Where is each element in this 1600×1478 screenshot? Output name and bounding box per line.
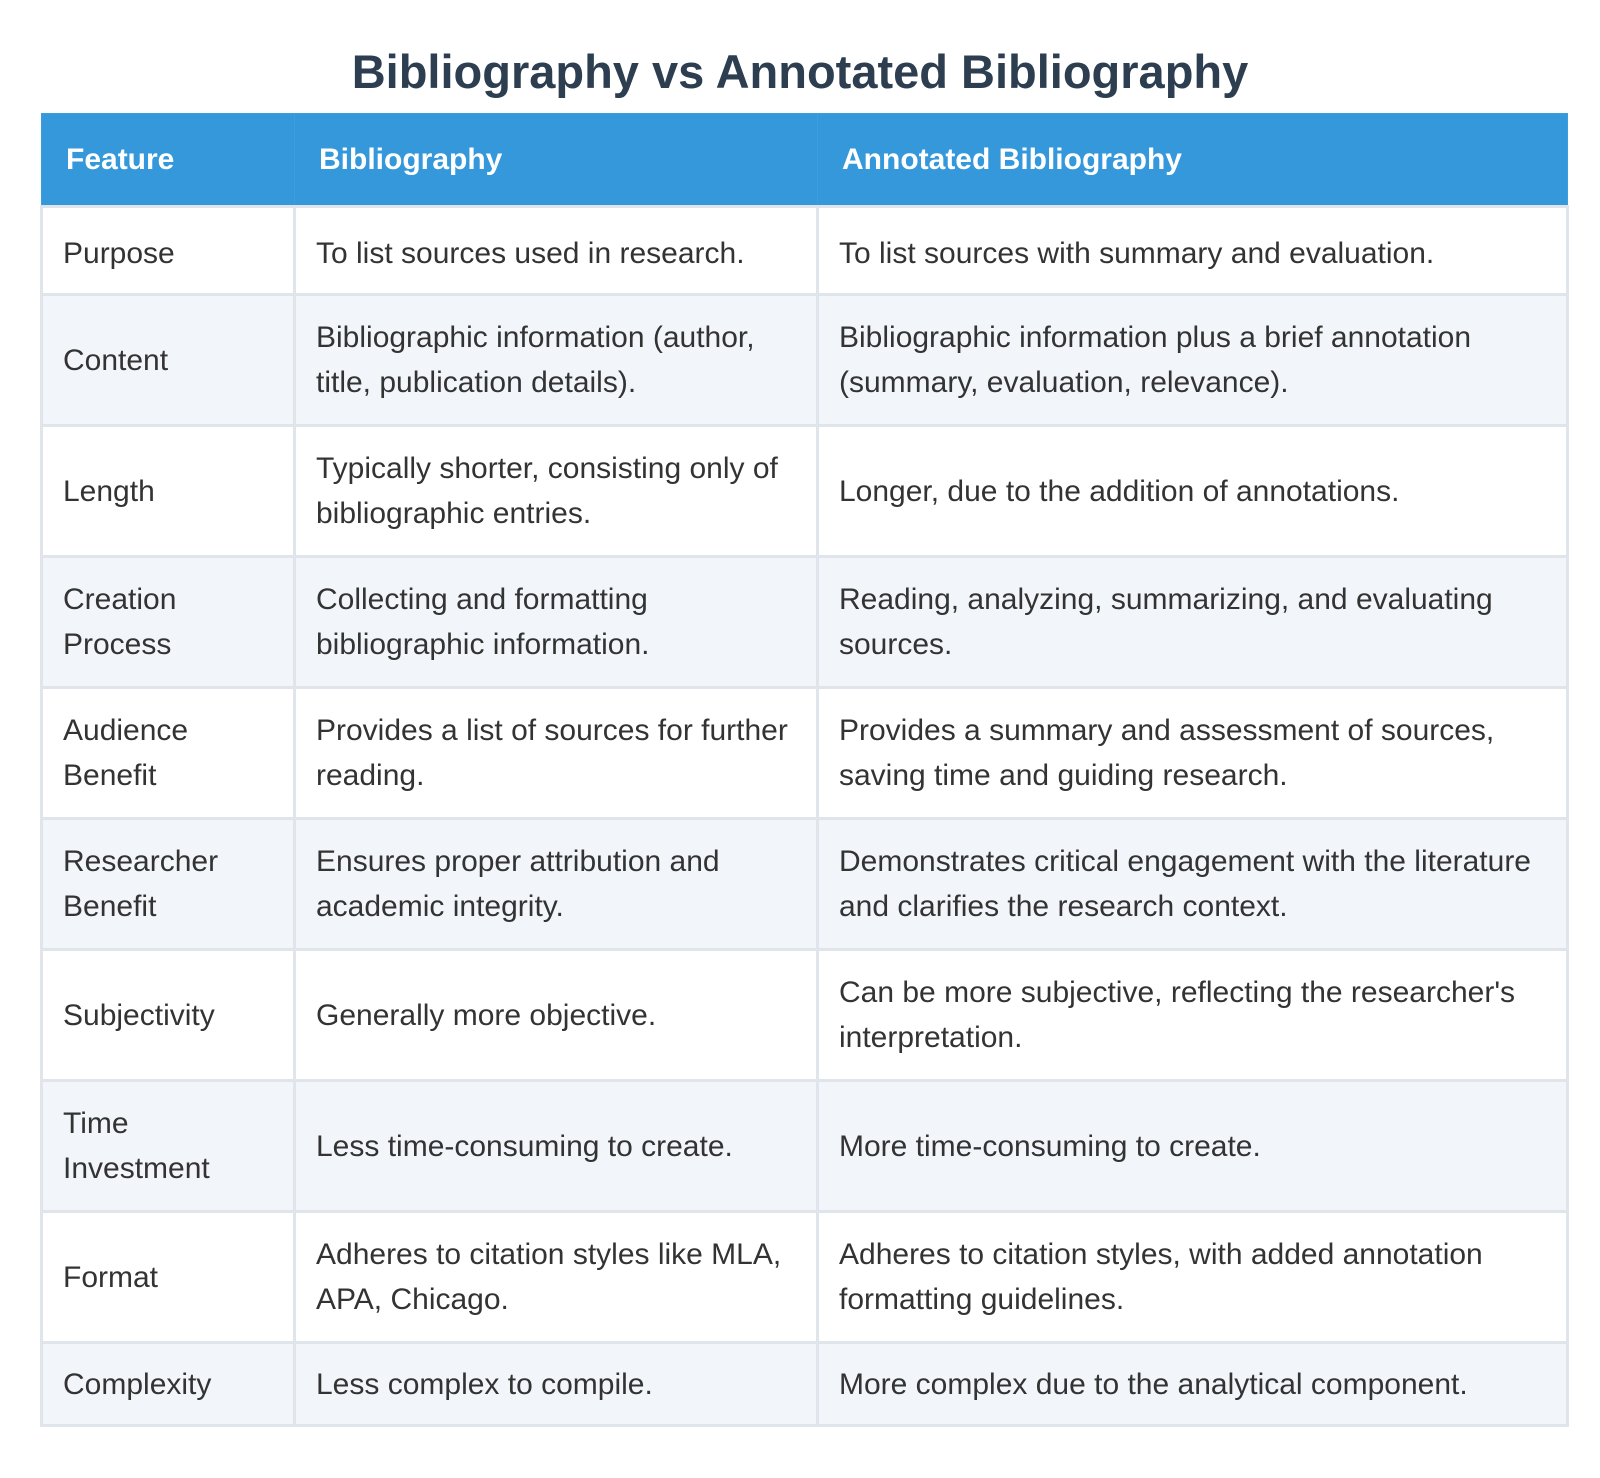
- bibliography-cell: Adheres to citation styles like MLA, APA, Chicago.: [295, 1212, 818, 1343]
- table-row: [42, 1343, 1568, 1426]
- bibliography-cell: Ensures proper attribution and academic integrity.: [295, 819, 818, 950]
- bibliography-cell: Generally more objective.: [295, 950, 818, 1081]
- table-row: [42, 207, 1568, 295]
- annotated-cell: Reading, analyzing, summarizing, and evaluating sources.: [818, 557, 1568, 688]
- annotated-cell: More complex due to the analytical component.: [818, 1343, 1568, 1426]
- table-row: [42, 1212, 1568, 1343]
- bibliography-cell: Less complex to compile.: [295, 1343, 818, 1426]
- bibliography-cell: Collecting and formatting bibliographic information.: [295, 557, 818, 688]
- table-row: [42, 426, 1568, 557]
- table-row: [42, 688, 1568, 819]
- annotated-cell: To list sources with summary and evaluation.: [818, 207, 1568, 295]
- table-header-row: [42, 114, 1568, 207]
- annotated-cell: Bibliographic information plus a brief annotation (summary, evaluation, relevance).: [818, 295, 1568, 426]
- feature-cell: Time Investment: [42, 1081, 295, 1212]
- table-row: [42, 557, 1568, 688]
- table-row: [42, 819, 1568, 950]
- header-annotated-bibliography: Annotated Bibliography: [818, 114, 1568, 207]
- feature-cell: Length: [42, 426, 295, 557]
- bibliography-cell: Bibliographic information (author, title, publication details).: [295, 295, 818, 426]
- annotated-cell: Demonstrates critical engagement with the literature and clarifies the research context.: [818, 819, 1568, 950]
- feature-cell: Subjectivity: [42, 950, 295, 1081]
- annotated-cell: More time-consuming to create.: [818, 1081, 1568, 1212]
- annotated-cell: Can be more subjective, reflecting the researcher's interpretation.: [818, 950, 1568, 1081]
- comparison-table: [40, 113, 1569, 1427]
- annotated-cell: Longer, due to the addition of annotations.: [818, 426, 1568, 557]
- header-bibliography: Bibliography: [295, 114, 818, 207]
- bibliography-cell: To list sources used in research.: [295, 207, 818, 295]
- bibliography-cell: Provides a list of sources for further reading.: [295, 688, 818, 819]
- feature-cell: Purpose: [42, 207, 295, 295]
- table-row: [42, 1081, 1568, 1212]
- feature-cell: Content: [42, 295, 295, 426]
- feature-cell: Audience Benefit: [42, 688, 295, 819]
- table-row: [42, 295, 1568, 426]
- bibliography-cell: Less time-consuming to create.: [295, 1081, 818, 1212]
- bibliography-cell: Typically shorter, consisting only of bibliographic entries.: [295, 426, 818, 557]
- feature-cell: Researcher Benefit: [42, 819, 295, 950]
- feature-cell: Complexity: [42, 1343, 295, 1426]
- feature-cell: Format: [42, 1212, 295, 1343]
- annotated-cell: Provides a summary and assessment of sources, saving time and guiding research.: [818, 688, 1568, 819]
- feature-cell: Creation Process: [42, 557, 295, 688]
- page-title: Bibliography vs Annotated Bibliography: [351, 45, 1249, 98]
- header-feature: Feature: [42, 114, 295, 207]
- table-row: [42, 950, 1568, 1081]
- annotated-cell: Adheres to citation styles, with added annotation formatting guidelines.: [818, 1212, 1568, 1343]
